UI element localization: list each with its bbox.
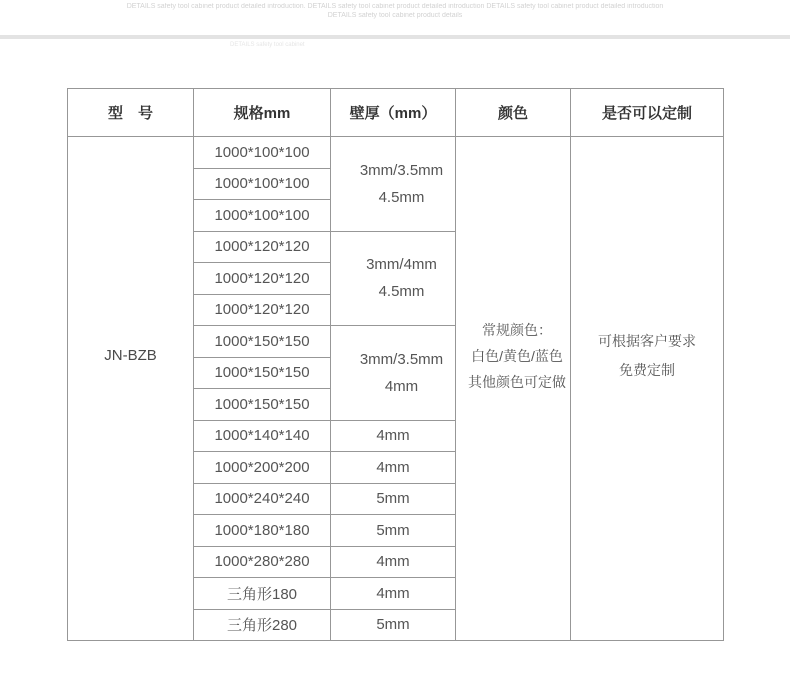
spec-cell: 三角形180 bbox=[194, 578, 331, 610]
spec-cell: 1000*180*180 bbox=[194, 515, 331, 547]
header-model: 型 号 bbox=[68, 89, 194, 137]
thickness-group-cell bbox=[331, 231, 456, 326]
thickness-line: 4.5mm bbox=[378, 188, 425, 206]
table-row bbox=[68, 137, 724, 169]
spec-cell: 1000*150*150 bbox=[194, 326, 331, 358]
color-line: 其他颜色可定做 bbox=[468, 373, 566, 390]
thickness-cell: 5mm bbox=[331, 515, 456, 547]
watermark-text-line3: DETAILS safety tool cabinet bbox=[230, 42, 305, 48]
thickness-line: 3mm/3.5mm bbox=[359, 161, 444, 179]
spec-cell: 1000*120*120 bbox=[194, 263, 331, 295]
thickness-cell: 4mm bbox=[331, 420, 456, 452]
thickness-group-cell bbox=[331, 137, 456, 232]
watermark-text-line1: DETAILS safety tool cabinet product detailed introduction. DETAILS safety tool cabinet product detailed introduction DETAILS safety tool cabinet product detailed introduction bbox=[126, 3, 664, 10]
spec-cell: 1000*140*140 bbox=[194, 420, 331, 452]
spec-cell: 1000*280*280 bbox=[194, 546, 331, 578]
spec-cell: 1000*150*150 bbox=[194, 357, 331, 389]
header-color: 颜色 bbox=[456, 89, 571, 137]
spec-cell: 1000*100*100 bbox=[194, 200, 331, 232]
customizable-line: 可根据客户要求 bbox=[598, 332, 696, 349]
header-spec: 规格mm bbox=[194, 89, 331, 137]
header-customizable: 是否可以定制 bbox=[571, 89, 724, 137]
model-cell bbox=[68, 137, 194, 641]
customizable-line: 免费定制 bbox=[619, 361, 675, 378]
spec-cell: 三角形280 bbox=[194, 609, 331, 641]
spec-cell: 1000*100*100 bbox=[194, 168, 331, 200]
thickness-cell: 4mm bbox=[331, 578, 456, 610]
thickness-line: 4.5mm bbox=[378, 283, 425, 301]
spec-cell: 1000*150*150 bbox=[194, 389, 331, 421]
spec-cell: 1000*120*120 bbox=[194, 231, 331, 263]
header-thickness: 壁厚（mm） bbox=[331, 89, 456, 137]
product-spec-table-container bbox=[67, 88, 724, 641]
thickness-group-cell bbox=[331, 326, 456, 421]
product-spec-table bbox=[67, 88, 724, 641]
spec-cell: 1000*120*120 bbox=[194, 294, 331, 326]
thickness-cell: 5mm bbox=[331, 483, 456, 515]
color-line: 白色/黄色/蓝色 bbox=[471, 347, 563, 364]
watermark-text-line2: DETAILS safety tool cabinet product details bbox=[327, 12, 463, 19]
thickness-line: 3mm/3.5mm bbox=[359, 350, 444, 368]
spec-cell: 1000*240*240 bbox=[194, 483, 331, 515]
header-row bbox=[68, 89, 724, 137]
spec-cell: 1000*200*200 bbox=[194, 452, 331, 484]
thickness-line: 3mm/4mm bbox=[366, 256, 437, 274]
model-value: JN-BZB bbox=[104, 347, 157, 364]
spec-cell: 1000*100*100 bbox=[194, 137, 331, 169]
thickness-cell: 5mm bbox=[331, 609, 456, 641]
thickness-cell: 4mm bbox=[331, 452, 456, 484]
thickness-line: 4mm bbox=[384, 377, 419, 395]
section-divider-band bbox=[0, 35, 790, 39]
customizable-cell bbox=[571, 137, 724, 641]
color-cell bbox=[456, 137, 571, 641]
color-line: 常规颜色： bbox=[482, 321, 552, 338]
thickness-cell: 4mm bbox=[331, 546, 456, 578]
